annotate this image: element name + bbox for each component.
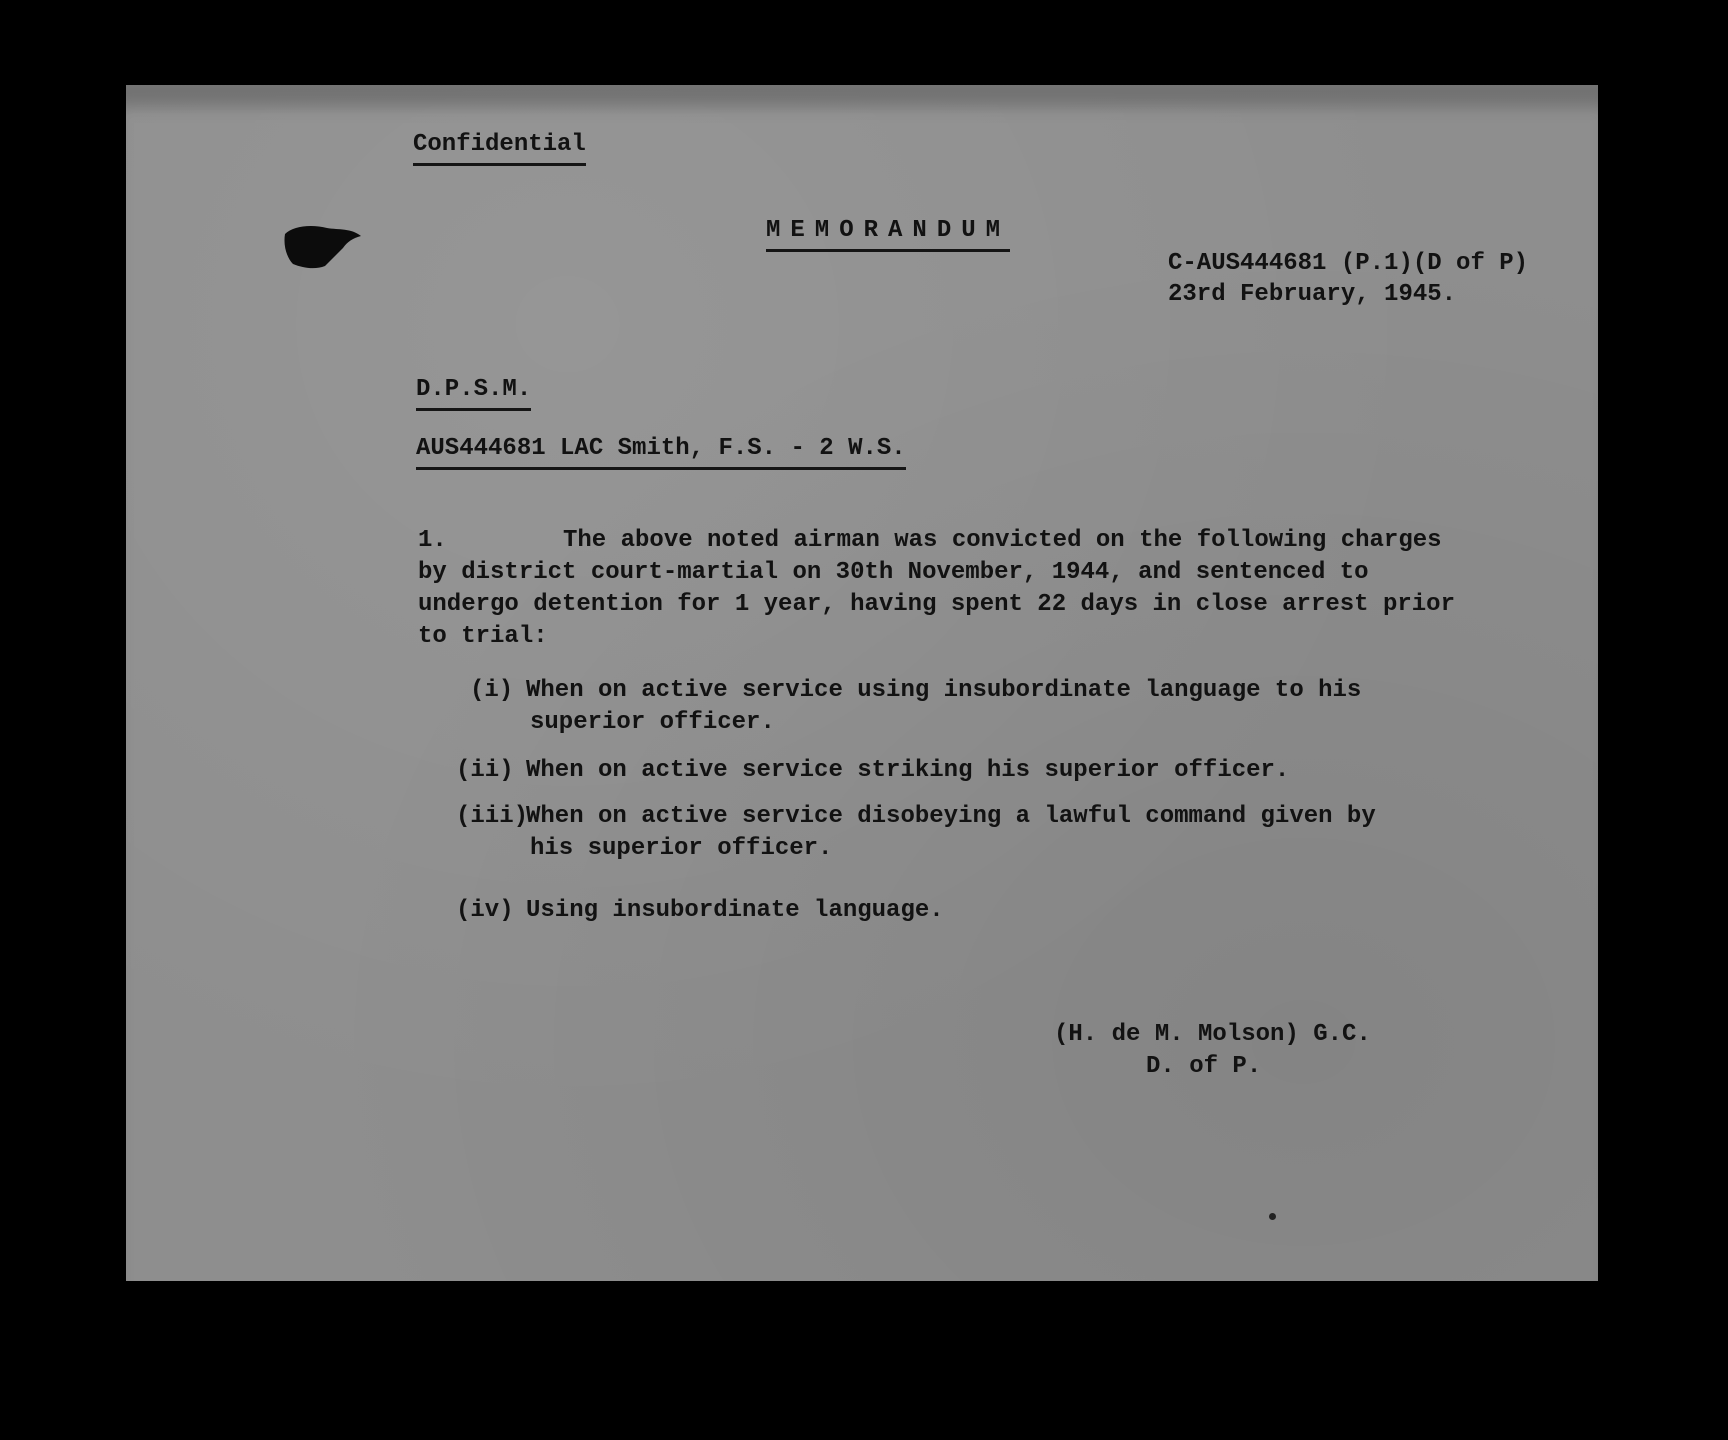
ink-blot bbox=[281, 224, 363, 272]
page-top-edge bbox=[126, 85, 1598, 115]
paragraph-line: by district court-martial on 30th November, 1944, and sentenced to bbox=[418, 559, 1369, 586]
charge-label: (ii) bbox=[456, 757, 514, 784]
charge-text: When on active service using insubordinate language to his bbox=[526, 677, 1362, 704]
signature-title: D. of P. bbox=[1146, 1053, 1262, 1080]
charge-label: (iii) bbox=[456, 803, 529, 830]
charge-text: superior officer. bbox=[530, 709, 775, 736]
paragraph-line: undergo detention for 1 year, having spent 22 days in close arrest prior bbox=[418, 591, 1455, 618]
paragraph-line: to trial: bbox=[418, 623, 548, 650]
charge-text: When on active service striking his superior officer. bbox=[526, 757, 1290, 784]
charge-text: his superior officer. bbox=[530, 835, 833, 862]
charge-text: When on active service disobeying a lawful command given by bbox=[526, 803, 1376, 830]
reference-number: C-AUS444681 (P.1)(D of P) bbox=[1168, 250, 1529, 277]
paragraph-number: 1. bbox=[418, 527, 447, 554]
charge-text: Using insubordinate language. bbox=[526, 897, 944, 924]
charge-label: (i) bbox=[470, 677, 514, 704]
addressee: D.P.S.M. bbox=[416, 374, 531, 411]
paragraph-line: The above noted airman was convicted on the following charges bbox=[563, 527, 1442, 554]
memorandum-page bbox=[126, 85, 1598, 1281]
subject-line: AUS444681 LAC Smith, F.S. - 2 W.S. bbox=[416, 433, 906, 470]
memo-heading: MEMORANDUM bbox=[766, 215, 1010, 252]
ink-speck bbox=[1269, 1213, 1276, 1220]
signature-name: (H. de M. Molson) G.C. bbox=[1054, 1021, 1371, 1048]
classification-label: Confidential bbox=[413, 129, 586, 166]
memo-date: 23rd February, 1945. bbox=[1168, 281, 1457, 308]
charge-label: (iv) bbox=[456, 897, 514, 924]
